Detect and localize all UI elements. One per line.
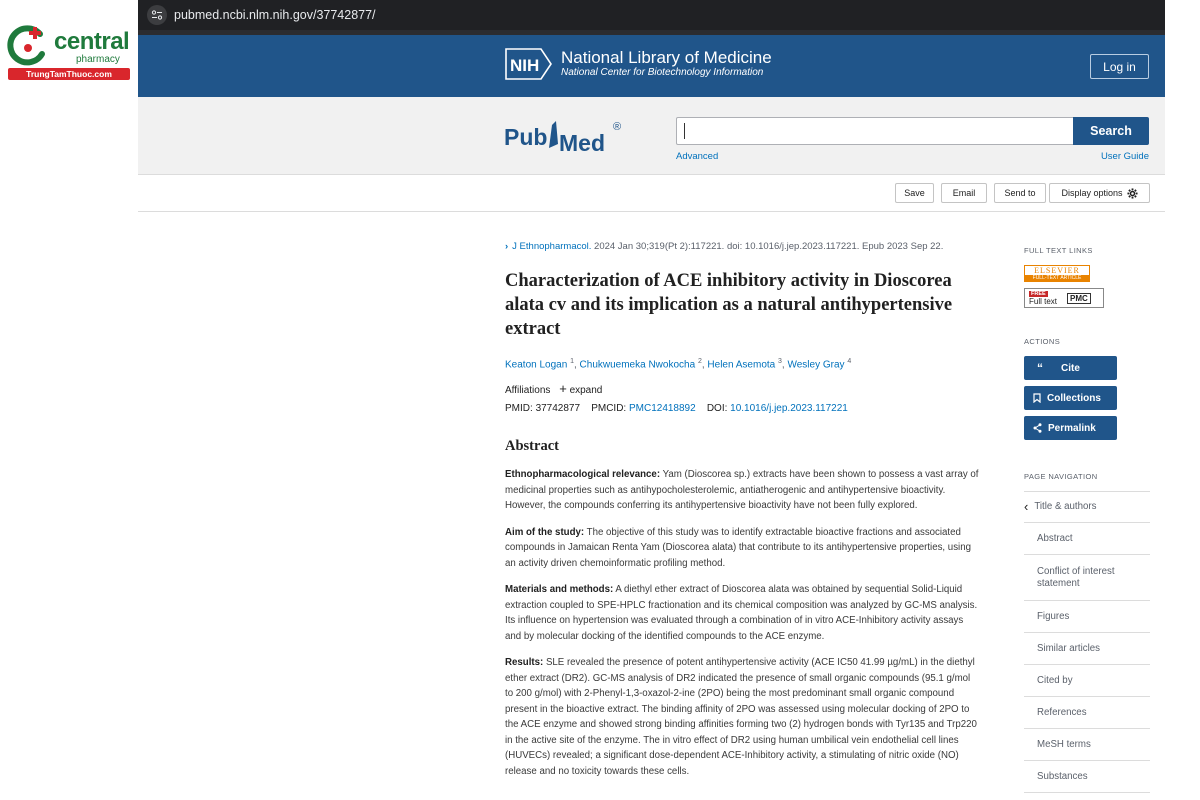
cite-button[interactable] (1024, 356, 1117, 380)
plus-icon: + (559, 381, 567, 397)
advanced-search-link[interactable]: Advanced (676, 151, 719, 162)
nlm-logo[interactable] (505, 48, 772, 80)
abstract-section-text: The objective of this study was to identify extractable bioactive fractions and associated compounds in Jamaican Renta Yam (Dioscorea alata) that contribute to its antihypertensive properties, using an activity driven chemoinformatic profiling method. (505, 526, 971, 569)
search-band (138, 97, 1165, 175)
permalink-label: Permalink (1048, 422, 1096, 434)
citation-line (505, 240, 980, 254)
permalink-button[interactable] (1024, 416, 1117, 440)
author-list: Keaton Logan $^1$, Chukwuemeka Nwokocha $^2$, Helen Asemota $^3$, Wesley Gray $^4$ (505, 358, 852, 371)
pubmed-logo-mark: ® (613, 121, 622, 133)
right-sidebar (1024, 246, 1150, 793)
chevron-left-icon: ‹ (1024, 499, 1029, 514)
nav-item-label: Title & authors (1034, 501, 1097, 512)
abstract-section (505, 525, 980, 572)
abstract-section-text: SLE revealed the presence of potent antihypertensive activity (ACE IC50 41.99 µg/mL) in the diethyl ether extract (DR2). GC-MS analysis of DR2 indicated the presence of small organic compounds (95.1 g/mol to 200 g/mol) with 2-Phenyl-1,3-oxazol-2-ine (2PO) being the most predominant small organic compound present in the bioactive extract. The binding affinity of 2PO was assessed using molecular docking of 2PO to the ACE enzyme and showed strong binding affinities forming two (2) hydrogen bonds with Tyr135 and Trp220 in the active site of the enzyme. The in vitro effect of DR2 using human umbilical vein endothelial cell lines (HUVECs) revealed; a significant dose-dependent ACE-Inhibitory activity, a stimulating of nitric oxide (NO) release and no toxicity towards these cells. (505, 657, 977, 777)
collections-label: Collections (1047, 392, 1101, 404)
browser-address-bar[interactable] (138, 0, 1165, 30)
save-label: Save (904, 188, 925, 198)
author-affil-number[interactable]: 4 (847, 358, 852, 365)
nih-logo-icon (505, 48, 553, 80)
pmcid-label: PMCID: (591, 403, 627, 415)
nav-item-cited-by[interactable] (1024, 665, 1150, 697)
nav-item-abstract[interactable] (1024, 523, 1150, 555)
affiliations-label: Affiliations (505, 385, 551, 397)
share-icon (1033, 423, 1042, 433)
pmid-value: 37742877 (535, 403, 581, 415)
search-button[interactable]: Search (1073, 117, 1149, 145)
nav-item-substances[interactable] (1024, 761, 1150, 793)
pmc-full-text-label: Full text (1029, 297, 1058, 306)
email-label: Email (952, 188, 976, 198)
article-toolbar (138, 175, 1165, 212)
full-text-links-heading: FULL TEXT LINKS (1024, 246, 1093, 255)
author-link[interactable]: Helen Asemota (707, 359, 776, 371)
cite-label: Cite (1061, 362, 1080, 374)
abstract-section-label: Materials and methods: (505, 584, 614, 596)
login-button[interactable]: Log in (1090, 54, 1149, 79)
doi-link[interactable]: 10.1016/j.jep.2023.117221 (730, 403, 848, 415)
page-navigation (1024, 491, 1150, 793)
pubmed-logo[interactable] (504, 115, 624, 157)
expand-label: expand (569, 385, 603, 397)
expand-toggle[interactable] (559, 381, 603, 397)
search-input[interactable] (676, 117, 1074, 145)
elsevier-link[interactable] (1024, 265, 1090, 282)
pmcid-link[interactable]: PMC12418892 (628, 403, 696, 415)
user-guide-link[interactable]: User Guide (1100, 151, 1149, 162)
nav-item-label: Substances (1037, 770, 1088, 782)
watermark-sub: pharmacy (76, 54, 120, 65)
email-button[interactable] (941, 183, 987, 203)
bookmark-icon (1033, 393, 1041, 403)
affiliations-row (505, 382, 980, 398)
display-options-label: Display options (1061, 188, 1123, 198)
nav-item-label: MeSH terms (1037, 738, 1091, 750)
abstract-section (505, 582, 980, 644)
nlm-subtitle: National Center for Biotechnology Information (561, 67, 764, 78)
abstract-section-label: Aim of the study: (505, 526, 585, 538)
abstract-section-label: Results: (505, 657, 544, 669)
elsevier-sub: FULL-TEXT ARTICLE (1025, 275, 1089, 281)
save-button[interactable] (895, 183, 934, 203)
nav-item-similar-articles[interactable] (1024, 633, 1150, 665)
abstract-section-text: A diethyl ether extract of Dioscorea alata was obtained by sequential Solid-Liquid extraction coupled to SPE-HPLC fractionation and its chemical composition was analyzed by GC-MS analysis. Its influence on hypertension was evaluated through a combination of in vitro ACE-Inhibitory activity assays and by molecular docking of the identified compounds to the ACE enzyme. (505, 584, 978, 642)
abstract-section (505, 655, 980, 779)
collections-button[interactable] (1024, 386, 1117, 410)
identifiers-row (505, 402, 980, 416)
pubmed-logo-left: Pub (504, 124, 548, 150)
author-affil-number[interactable]: 1 (570, 358, 574, 365)
actions-heading: ACTIONS (1024, 337, 1061, 346)
watermark-logo (6, 22, 132, 82)
gear-icon (1127, 188, 1138, 199)
pmc-free-full-text-link[interactable] (1024, 288, 1104, 308)
pubmed-logo-right: Med (559, 130, 605, 156)
nav-item-label: Cited by (1037, 674, 1073, 686)
abstract-heading: Abstract (505, 438, 559, 455)
pmid-label: PMID: (505, 403, 533, 415)
nih-logo-text: NIH (510, 56, 540, 75)
nav-item-label: References (1037, 706, 1087, 718)
nav-item-mesh-terms[interactable] (1024, 729, 1150, 761)
nav-item-label: Abstract (1037, 532, 1073, 544)
author-affil-number[interactable]: 2 (697, 358, 702, 365)
article-title: Characterization of ACE inhibitory activity in Dioscorea alata cv and its implication as a natural antihypertensive extract (505, 271, 953, 339)
display-options-button[interactable] (1049, 183, 1150, 203)
author-link[interactable]: Wesley Gray (787, 359, 845, 371)
author-link[interactable]: Chukwuemeka Nwokocha (579, 359, 696, 371)
nav-item-label: Similar articles (1037, 642, 1100, 654)
watermark-site: TrungTamThuoc.com (8, 68, 130, 80)
abstract-section-label: Ethnopharmacological relevance: (505, 469, 661, 481)
doi-label: DOI: (706, 403, 728, 415)
page-navigation-heading: PAGE NAVIGATION (1024, 472, 1098, 481)
author-link[interactable]: Keaton Logan (505, 359, 568, 371)
article-main (505, 240, 980, 779)
nav-item-figures[interactable] (1024, 601, 1150, 633)
pharmacy-logo-icon (6, 24, 50, 68)
send-to-label: Send to (1004, 188, 1036, 198)
elsevier-logo: ELSEVIER (1034, 266, 1080, 275)
text-caret (684, 123, 685, 139)
send-to-button[interactable] (994, 183, 1046, 203)
citation-details: 2024 Jan 30;319(Pt 2):117221. doi: 10.1016/j.jep.2023.117221. Epub 2023 Sep 22. (591, 241, 944, 252)
site-settings-icon[interactable] (147, 5, 167, 25)
pmc-free-label: FREE (1031, 291, 1046, 297)
quote-icon: “ (1037, 361, 1043, 375)
nlm-header (138, 35, 1165, 97)
nav-item-label: Conflict of interest statement (1037, 565, 1115, 589)
pmc-logo: PMC (1067, 293, 1091, 304)
watermark-name: central (54, 28, 130, 55)
abstract-section-text: Yam (Dioscorea sp.) extracts have been shown to possess a vast array of medicinal properties such as antihypocholesterolemic, antiatherogenic and antihypertensive bioactivity. However, the compounds conferring its antihypertensive bioactivity have not been fully explored. (505, 469, 979, 512)
abstract-section (505, 467, 980, 514)
nav-item-references[interactable] (1024, 697, 1150, 729)
browser-url[interactable]: pubmed.ncbi.nlm.nih.gov/37742877/ (174, 8, 376, 22)
author-affil-number[interactable]: 3 (778, 358, 782, 365)
nav-item-label: Figures (1037, 610, 1070, 622)
nlm-title: National Library of Medicine (561, 48, 772, 67)
nav-item-title-authors[interactable] (1024, 491, 1150, 523)
nav-item-conflict-of-interest[interactable] (1024, 555, 1150, 601)
journal-link[interactable]: J Ethnopharmacol. (512, 241, 592, 252)
chevron-right-icon[interactable]: › (505, 241, 509, 252)
